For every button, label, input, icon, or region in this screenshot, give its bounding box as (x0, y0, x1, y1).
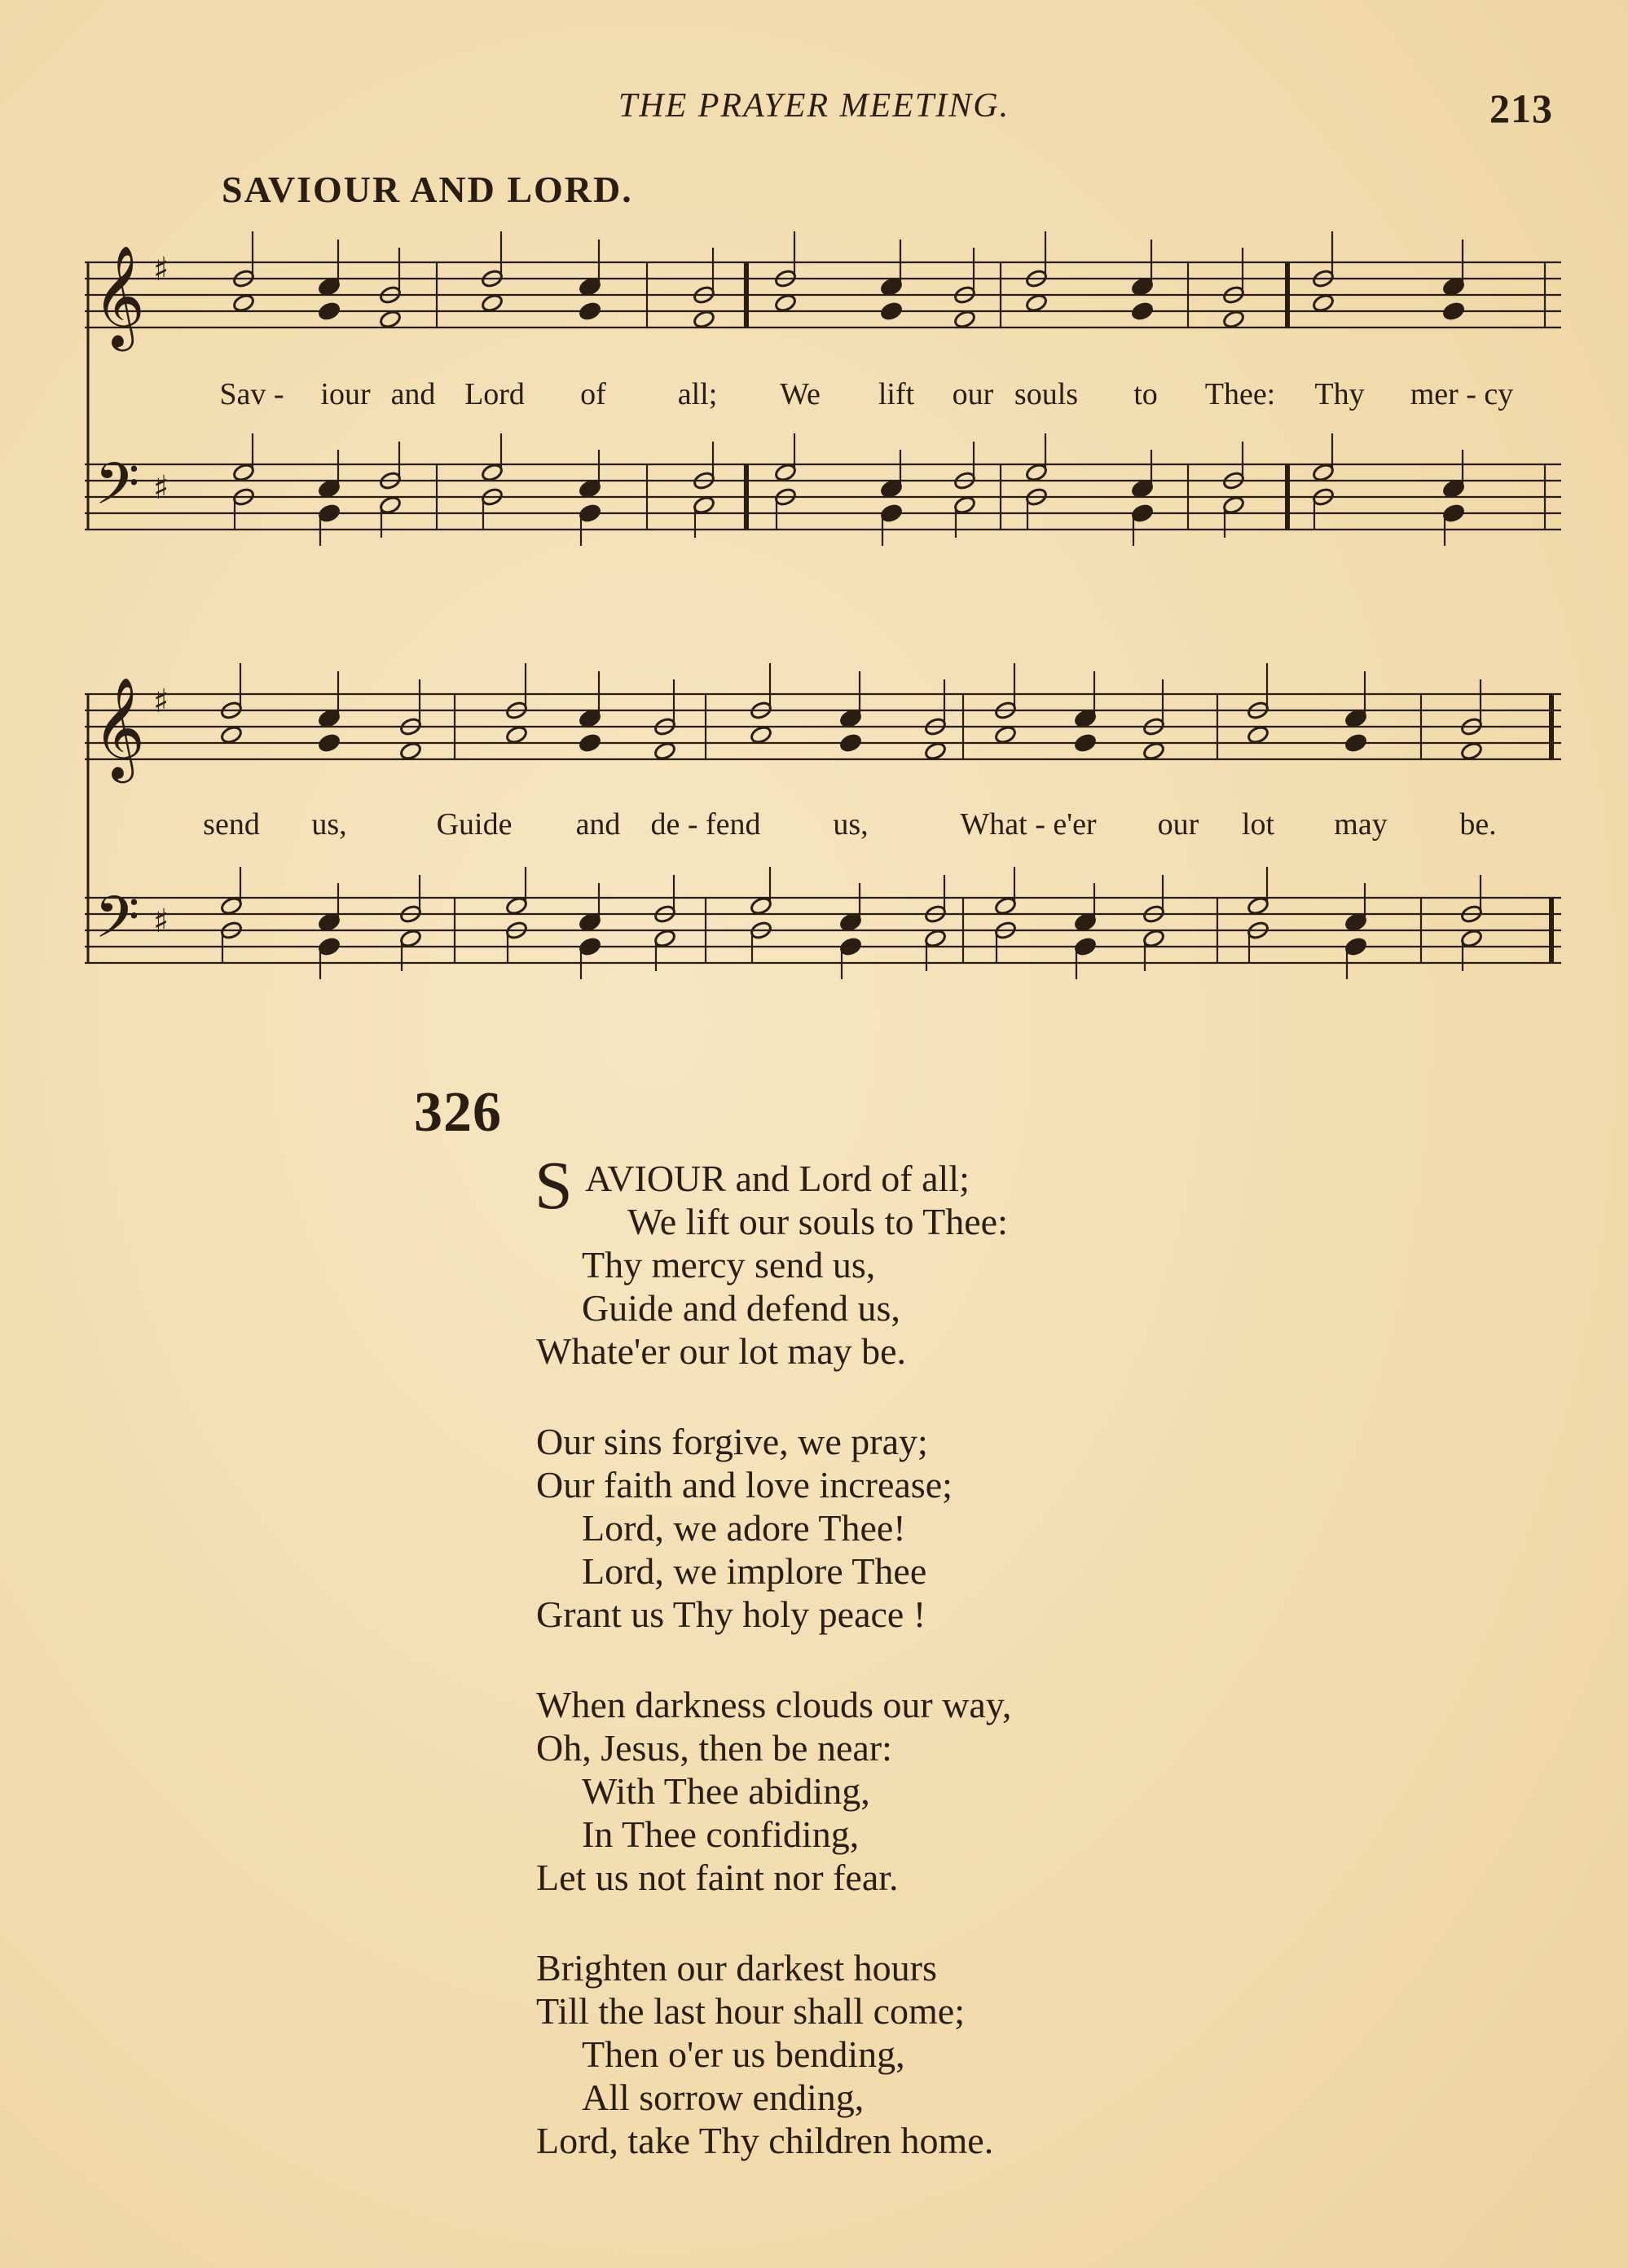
lyric-syllable: iour (320, 377, 371, 411)
note-head (994, 725, 1018, 745)
music-system-2 (85, 660, 1561, 1035)
note-head (579, 733, 602, 754)
lyric-syllable: Sav - (219, 377, 284, 411)
note-head (1142, 741, 1166, 762)
lyric-syllable: be. (1459, 807, 1497, 842)
lyric-syllable: Lord (464, 377, 525, 411)
lyric-syllable: lot (1241, 807, 1275, 842)
music-system-1 (85, 228, 1561, 570)
note-head (1344, 733, 1368, 754)
lyric-syllable: our (1157, 807, 1199, 842)
running-title: THE PRAYER MEETING. (618, 87, 1010, 125)
note-head (318, 301, 341, 322)
lyric-syllable: us, (833, 807, 869, 842)
lyric-syllable: to (1133, 377, 1158, 411)
note-head (232, 293, 256, 314)
lyric-syllable: and (390, 377, 436, 411)
hymn-text (535, 1148, 1012, 2162)
hymn-line: Grant us Thy holy peace ! (536, 1593, 926, 1635)
lyric-syllable: and (575, 807, 621, 842)
sharp-sign: ♯ (153, 903, 169, 940)
note-head (1312, 293, 1335, 314)
note-head (1074, 733, 1098, 754)
hymn-line: Whate'er our lot may be. (536, 1330, 907, 1372)
hymn-line: Thy mercy send us, (582, 1244, 876, 1286)
treble-clef: 𝄞 (93, 677, 145, 779)
hymn-line: With Thee abiding, (582, 1770, 870, 1812)
hymn-line: Brighten our darkest hours (536, 1947, 937, 1989)
note-head (1025, 293, 1049, 314)
lyric-syllable: may (1334, 807, 1388, 842)
lyric-syllable: Thy (1314, 377, 1365, 411)
lyric-syllable: We (780, 377, 821, 411)
hymn-number: 326 (414, 1081, 502, 1144)
lyric-syllable: send (203, 807, 260, 842)
hymn-line: Till the last hour shall come; (536, 1990, 965, 2032)
lyric-syllable: of (580, 377, 606, 411)
hymn-line: Let us not faint nor fear. (536, 1857, 899, 1898)
lyrics-line-1 (85, 376, 1561, 417)
note-head (880, 301, 904, 322)
bass-clef: 𝄢 (95, 884, 140, 965)
note-head (220, 725, 244, 745)
lyric-syllable: de - fend (650, 807, 761, 842)
lyric-syllable: all; (677, 377, 718, 411)
staff-notation (85, 660, 1561, 1035)
stanza-4 (536, 1946, 1011, 2162)
note-head (1247, 725, 1270, 745)
lyric-syllable: Guide (436, 807, 513, 842)
lyric-syllable: us, (311, 807, 347, 842)
note-head (399, 741, 423, 762)
hymn-line: AVIOUR and Lord of all; (585, 1158, 970, 1199)
hymn-line: Then o'er us bending, (582, 2033, 905, 2075)
lyric-syllable: souls (1014, 377, 1079, 411)
lyrics-line-2 (85, 807, 1561, 847)
sharp-sign: ♯ (153, 469, 169, 507)
note-head (481, 293, 504, 314)
note-head (579, 301, 602, 322)
lyric-syllable: mer - cy (1410, 377, 1514, 411)
hymn-line: Lord, take Thy children home. (536, 2120, 994, 2161)
note-head (505, 725, 529, 745)
note-head (653, 741, 677, 762)
tune-title: SAVIOUR AND LORD. (222, 169, 633, 210)
sharp-sign: ♯ (153, 251, 169, 288)
stanza-2 (536, 1420, 1011, 1636)
hymn-line: When darkness clouds our way, (536, 1684, 1012, 1725)
hymn-line: Lord, we implore Thee (582, 1550, 927, 1592)
note-head (1131, 301, 1155, 322)
lyric-syllable: Thee: (1204, 377, 1276, 411)
hymn-line: All sorrow ending, (582, 2077, 865, 2118)
note-head (379, 310, 403, 330)
note-head (924, 741, 948, 762)
lyric-syllable: What - e'er (960, 807, 1097, 842)
treble-clef: 𝄞 (93, 245, 145, 347)
page-number: 213 (1489, 86, 1553, 131)
stanza-1 (535, 1148, 1011, 1373)
hymn-line: Lord, we adore Thee! (582, 1507, 906, 1549)
hymn-line: Guide and defend us, (582, 1287, 900, 1329)
note-head (839, 733, 863, 754)
note-head (693, 310, 716, 330)
lyric-syllable: our (952, 377, 994, 411)
bass-clef: 𝄢 (95, 451, 140, 532)
hymn-line: We lift our souls to Thee: (627, 1201, 1008, 1242)
note-head (1442, 301, 1466, 322)
lyric-syllable: lift (878, 377, 915, 411)
drop-cap: S (535, 1148, 573, 1224)
note-head (953, 310, 977, 330)
hymn-line: Our faith and love increase; (536, 1464, 953, 1505)
hymn-line: In Thee confiding, (582, 1813, 860, 1855)
note-head (1460, 741, 1484, 762)
note-head (774, 293, 798, 314)
note-head (750, 725, 773, 745)
stanza-3 (536, 1683, 1011, 1899)
sharp-sign: ♯ (153, 683, 169, 720)
note-head (1222, 310, 1246, 330)
note-head (318, 733, 341, 754)
hymn-line: Our sins forgive, we pray; (536, 1421, 928, 1462)
hymn-line: Oh, Jesus, then be near: (536, 1727, 892, 1769)
